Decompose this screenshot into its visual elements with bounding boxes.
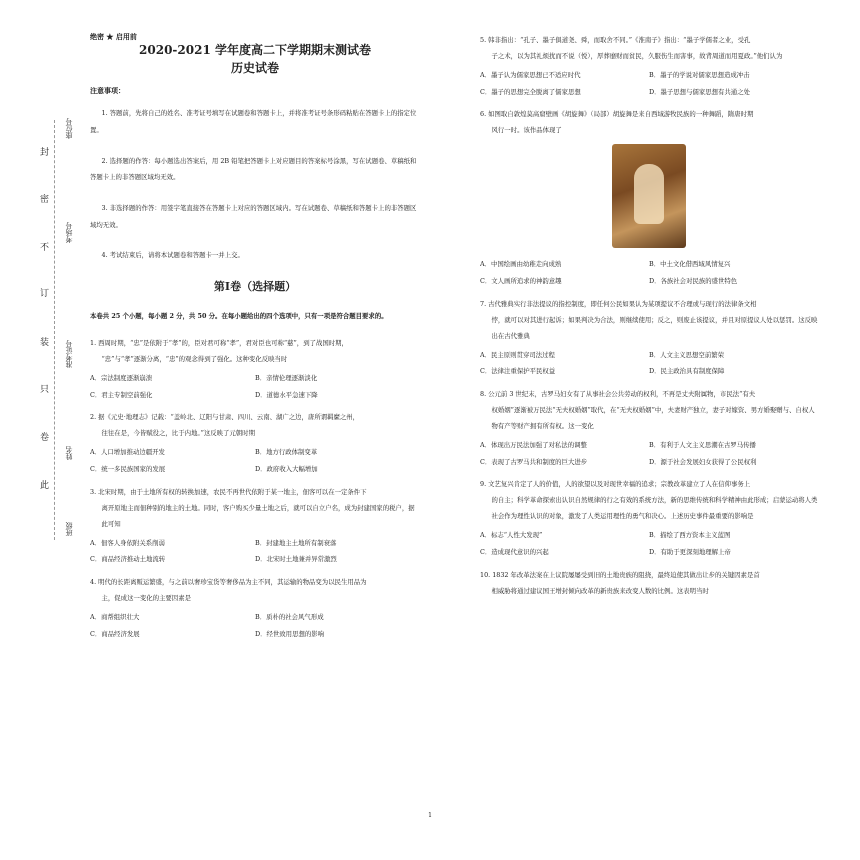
seat-number-label: 座位号 bbox=[65, 118, 73, 139]
answer-option: B．质朴的社会风气形成 bbox=[255, 613, 324, 621]
answer-option: D．墨子思想与儒家思想有共通之处 bbox=[649, 87, 750, 96]
question-item bbox=[90, 335, 420, 403]
question-stem bbox=[480, 386, 818, 434]
question-stem-text: 10. 1832 年改革法案在上议院屡屡受到旧的土地贵族的阻挠，最终迫使其做出让步的关键因素是首 bbox=[480, 570, 760, 579]
question-stem-continued: 往往在是，今皆赋役之，比于内地。”这反映了元朝时期 bbox=[101, 429, 255, 438]
seal-char: 此 bbox=[40, 481, 50, 491]
answer-options bbox=[90, 444, 420, 477]
answer-option: B．地方行政体制变革 bbox=[255, 448, 318, 457]
answer-option: A．商帮组织壮大 bbox=[90, 613, 140, 621]
question-stem-text: 7. 古代雅典实行非法提议的指控制度，即任何公民如果认为某项提议不合理或与现行的法律条文相 bbox=[480, 299, 757, 308]
question-item bbox=[90, 574, 420, 642]
notice-item: 2. 选择题的作答：每小题选出答案后，用 2B 铅笔把答题卡上对应题目的答案标号涂黑，写在试题卷、草稿纸和答题卡上的非答题区域均无效。 bbox=[90, 156, 417, 182]
question-stem-text: 8. 公元前 3 世纪末，古罗马妇女有了从事社会公共劳动的权利，不再是丈夫附属物，市民法“有夫 bbox=[480, 390, 756, 399]
question-stem bbox=[480, 476, 818, 524]
answer-options bbox=[90, 370, 420, 403]
answer-option: B．封建地主土地所有制衰落 bbox=[255, 538, 337, 547]
answer-option: B．墨子的学说对儒家思想造成冲击 bbox=[649, 71, 750, 80]
question-stem bbox=[90, 335, 420, 367]
answer-option: D．道德水平急速下降 bbox=[255, 390, 318, 399]
question-stem-continued: 主，促成这一变化的主要因素是 bbox=[101, 593, 191, 602]
question-stem-continued: 的自主；科学革命探索出认识自然规律的行之有效的系统方法，新的思维传统和科学精神由此形成；启蒙运动将人类社会作为理性认识的对象，激发了人类运用理性的勇气和决心。上述历史事件最重要的影响是 bbox=[491, 496, 818, 521]
answer-options bbox=[480, 437, 818, 470]
question-stem-text: 1. 西周时期，“忠”是依附于“孝”的，臣对君可称“孝”，君对臣也可称“慈”，到了战国时期， bbox=[90, 338, 348, 347]
question-item bbox=[480, 567, 818, 599]
answer-options bbox=[90, 535, 420, 568]
question-item bbox=[90, 409, 420, 477]
left-column bbox=[90, 32, 420, 648]
seal-char: 卷 bbox=[40, 433, 50, 443]
answer-option: D．北宋时土地兼并异常激烈 bbox=[255, 555, 337, 564]
answer-option: A．体现出万民法加强了对私法的调整 bbox=[480, 441, 587, 450]
answer-option: D．民主政治具有制度保障 bbox=[649, 367, 725, 376]
answer-option: C．表现了古罗马共和制度的巨大进步 bbox=[480, 457, 588, 466]
question-stem bbox=[480, 567, 818, 599]
answer-option: A．人口增加推动边疆开发 bbox=[90, 448, 165, 457]
answer-option: A．标志“人性大发现” bbox=[480, 531, 543, 540]
question-stem-text: 2. 据《元史·地理志》记载：“盖岭北、辽阳与甘肃、四川、云南、湖广之边，唐所谓羁縻之州， bbox=[90, 413, 360, 422]
question-stem-text: 9. 文艺复兴肯定了人的价值，人的欲望以及对现世幸福的追求；宗教改革建立了人在信仰事务上 bbox=[480, 480, 751, 489]
admission-number-label: 准考证号 bbox=[65, 340, 73, 368]
notice-heading: 注意事项： bbox=[90, 86, 125, 96]
answer-option: B．亲情伦理逐渐淡化 bbox=[255, 373, 318, 382]
question-stem-text: 5. 韩非指出：“孔子、墨子俱道尧、舜，而取舍不同。”《淮南子》指出：“墨子学儒者之业，受孔 bbox=[480, 36, 751, 44]
answer-option: A．民主原则贯穿司法过程 bbox=[480, 350, 555, 359]
answer-option: B．描绘了西方资本主义蓝图 bbox=[649, 531, 731, 540]
question-stem-text: 6. 如图取自敦煌莫高窟壁画《胡旋舞》（局部）胡旋舞是来自西域游牧民族的一种舞蹈，隋唐时期 bbox=[480, 110, 754, 119]
binding-margin bbox=[0, 0, 80, 860]
question-stem-continued: 权婚姻”逐渐被万民法“无夫权婚姻”取代，在“无夫权婚姻”中，夫妻财产独立，妻子对嫁资、男方婚娶赠与、自权人物有产等财产拥有所有权。这一变化 bbox=[491, 406, 815, 431]
seal-char: 不 bbox=[40, 243, 50, 253]
name-label: 姓名 bbox=[65, 446, 73, 460]
page-number: 1 bbox=[428, 812, 432, 819]
answer-option: B．中土文化借西域风情复兴 bbox=[649, 260, 731, 269]
seal-char: 只 bbox=[40, 385, 50, 395]
answer-option: D．有助于更深刻地理解上帝 bbox=[649, 548, 731, 557]
answer-option: A．中国绘画由幼稚走向成熟 bbox=[480, 260, 562, 269]
answer-option: B．有利于人文主义思潮在古罗马传播 bbox=[649, 441, 756, 450]
answer-options bbox=[480, 256, 818, 289]
question-item bbox=[480, 386, 818, 470]
mural-image bbox=[612, 144, 686, 248]
confidential-mark: 绝密 ★ 启用前 bbox=[90, 32, 137, 41]
right-column bbox=[480, 32, 818, 599]
answer-option: D．经世致用思想的影响 bbox=[255, 629, 325, 638]
answer-option: C．文人画所追求的神韵意趣 bbox=[480, 277, 562, 286]
question-stem-text: 3. 北宋时期，由于土地所有权的转换加速，农民不再世代依附于某一地主，佃客可以在一定条件下 bbox=[90, 487, 367, 496]
question-stem-continued: 风行一时。该作品体现了 bbox=[491, 126, 562, 135]
answer-option: C．统一多民族国家的发展 bbox=[90, 464, 166, 473]
question-item bbox=[90, 484, 420, 568]
question-item bbox=[480, 476, 818, 560]
question-stem-text: 4. 明代的长距离贩运繁盛，与之前以奢珍宝货等奢侈品为主不同，其运输的物品变为以民生用品为 bbox=[90, 577, 367, 586]
answer-options bbox=[480, 347, 818, 380]
question-list-left bbox=[90, 335, 420, 642]
answer-option: C．法律注重保护平民权益 bbox=[480, 367, 556, 376]
question-stem-continued: 离开原地主而佃种别的地主的土地。同时，客户购买少量土地之后，就可以自立户名，成为封建国家的税户，据此可知 bbox=[101, 503, 415, 528]
question-item bbox=[480, 296, 818, 380]
question-stem bbox=[480, 106, 818, 138]
answer-option: C．商品经济推动土地流转 bbox=[90, 555, 166, 564]
question-list-right bbox=[480, 32, 818, 599]
question-item bbox=[480, 32, 818, 100]
answer-options bbox=[480, 67, 818, 100]
answer-option: A．佃客人身依附关系削弱 bbox=[90, 538, 165, 547]
exam-room-label: 考场号 bbox=[65, 222, 73, 243]
answer-option: D．政府收入大幅增加 bbox=[255, 464, 318, 473]
answer-option: D．各族社会对民族的盛世特色 bbox=[649, 277, 738, 286]
section-title: 第Ⅰ卷（选择题） bbox=[213, 279, 297, 293]
question-stem bbox=[480, 32, 818, 64]
answer-option: C．造成现代意识的兴起 bbox=[480, 548, 549, 557]
notice-item: 4. 考试结束后，请将本试题卷和答题卡一并上交。 bbox=[101, 251, 244, 260]
question-stem-continued: 悖，就可以对其进行起诉；如果判决为合法，则继续使用；反之，则废止该提议，并且对原提议人处以惩罚。这反映出在古代雅典 bbox=[491, 315, 818, 340]
question-stem bbox=[90, 484, 420, 532]
question-stem bbox=[90, 574, 420, 606]
notice-item: 1. 答题前，先将自己的姓名、准考证号填写在试题卷和答题卡上，并将准考证号条形码粘贴在答题卡上的指定位置。 bbox=[90, 109, 417, 135]
exam-title: 2020-2021 学年度高二下学期期末测试卷 bbox=[139, 43, 371, 58]
notice-item: 3. 非选择题的作答：用签字笔直接答在答题卡上对应的答题区域内。写在试题卷、草稿纸和答题卡上的非答题区域均无效。 bbox=[90, 204, 417, 229]
class-label: 班级 bbox=[65, 522, 73, 536]
answer-option: C．墨子的思想完全脱离了儒家思想 bbox=[480, 87, 581, 96]
answer-options bbox=[90, 609, 420, 642]
seal-char: 订 bbox=[40, 289, 50, 299]
question-stem-continued: 相威胁将通过建议国王增封倾向改革的新贵族来改变人数的比例。这表明当时 bbox=[491, 586, 709, 595]
question-item bbox=[480, 106, 818, 289]
exam-subtitle: 历史试卷 bbox=[230, 60, 279, 75]
dancer-figure bbox=[634, 164, 664, 224]
answer-option: C．商品经济发展 bbox=[90, 629, 140, 638]
answer-option: A．墨子认为儒家思想已不适应时代 bbox=[480, 71, 581, 80]
answer-options bbox=[480, 527, 818, 560]
seal-char: 封 bbox=[40, 148, 50, 158]
question-stem bbox=[90, 409, 420, 441]
answer-option: B．人文主义思想空前繁荣 bbox=[649, 350, 724, 359]
question-stem-continued: 子之术，以为其礼烦扰而不说（悦），厚葬靡财而贫民，久服伤生而害事，故背周道而用夏政。”他们认为 bbox=[491, 52, 783, 61]
question-stem-continued: “忠”与“孝”逐渐分离，“忠”的观念得到了强化。这种变化反映当时 bbox=[101, 354, 288, 363]
answer-option: C．君主专制空前强化 bbox=[90, 390, 153, 399]
answer-option: D．源于社会发展妇女获得了公民权利 bbox=[649, 457, 757, 466]
seal-char: 密 bbox=[40, 195, 50, 205]
answer-option: A．宗法制度逐渐崩溃 bbox=[90, 373, 153, 382]
seal-line bbox=[54, 120, 55, 540]
seal-char: 装 bbox=[40, 338, 50, 348]
section-intro: 本卷共 25 个小题，每小题 2 分，共 50 分。在每小题给出的四个选项中，只有一项是符合题目要求的。 bbox=[90, 312, 388, 321]
question-stem bbox=[480, 296, 818, 344]
